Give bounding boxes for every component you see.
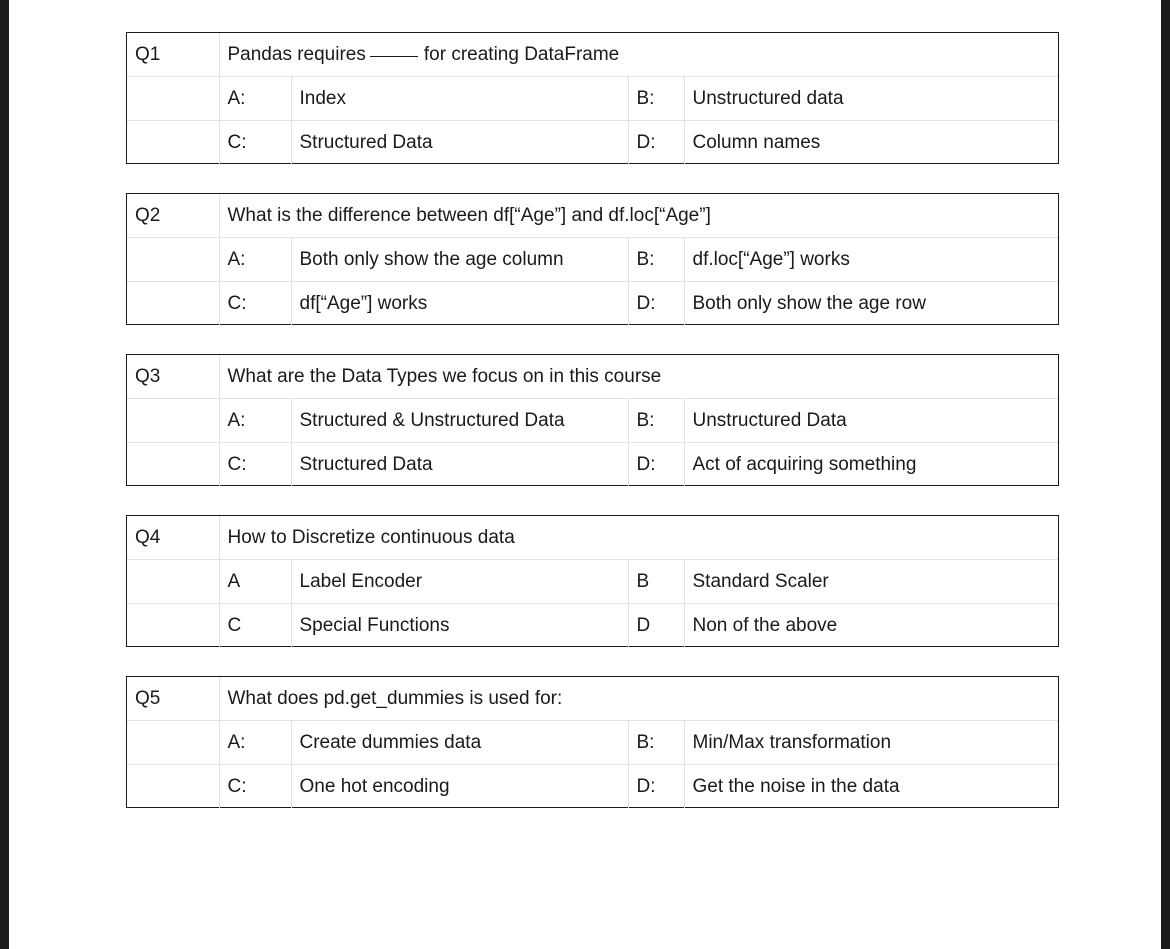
option-text-b: Min/Max transformation <box>684 721 1058 765</box>
empty-cell <box>127 721 219 765</box>
empty-cell <box>127 443 219 487</box>
option-text-a: Both only show the age column <box>291 238 628 282</box>
question-text <box>219 33 1058 77</box>
option-letter-d: D: <box>628 765 684 809</box>
question-number: Q5 <box>127 677 219 721</box>
option-text-d: Column names <box>684 121 1058 165</box>
question-number: Q4 <box>127 516 219 560</box>
empty-cell <box>127 765 219 809</box>
option-text-d: Get the noise in the data <box>684 765 1058 809</box>
question-text-after: for creating DataFrame <box>423 43 620 65</box>
question-text: What is the difference between df[“Age”] and df.loc[“Age”] <box>219 194 1058 238</box>
option-letter-d: D: <box>628 282 684 326</box>
option-text-b: Standard Scaler <box>684 560 1058 604</box>
answer-blank <box>370 56 418 57</box>
option-letter-b: B: <box>628 238 684 282</box>
option-letter-b: B: <box>628 399 684 443</box>
option-letter-c: C: <box>219 443 291 487</box>
question-text: What are the Data Types we focus on in this course <box>219 355 1058 399</box>
option-text-b: Unstructured Data <box>684 399 1058 443</box>
option-letter-b: B: <box>628 721 684 765</box>
option-text-c: One hot encoding <box>291 765 628 809</box>
option-letter-a: A: <box>219 238 291 282</box>
empty-cell <box>127 604 219 648</box>
question-number: Q3 <box>127 355 219 399</box>
question-table <box>127 516 1058 647</box>
question-table <box>127 355 1058 486</box>
question-block-q2 <box>126 193 1059 325</box>
question-text-before: Pandas requires <box>227 43 366 65</box>
option-letter-b: B <box>628 560 684 604</box>
option-letter-b: B: <box>628 77 684 121</box>
option-letter-c: C: <box>219 121 291 165</box>
option-text-c: Structured Data <box>291 443 628 487</box>
empty-cell <box>127 560 219 604</box>
option-letter-c: C: <box>219 765 291 809</box>
option-text-d: Act of acquiring something <box>684 443 1058 487</box>
question-block-q1 <box>126 32 1059 164</box>
option-text-b: Unstructured data <box>684 77 1058 121</box>
question-table <box>127 33 1058 164</box>
option-text-d: Non of the above <box>684 604 1058 648</box>
document-page <box>9 0 1161 949</box>
option-letter-c: C <box>219 604 291 648</box>
option-text-c: df[“Age”] works <box>291 282 628 326</box>
option-letter-d: D: <box>628 443 684 487</box>
option-letter-a: A <box>219 560 291 604</box>
question-number: Q2 <box>127 194 219 238</box>
option-letter-a: A: <box>219 77 291 121</box>
question-block-q4 <box>126 515 1059 647</box>
option-text-a: Label Encoder <box>291 560 628 604</box>
question-block-q5 <box>126 676 1059 808</box>
option-letter-d: D <box>628 604 684 648</box>
empty-cell <box>127 282 219 326</box>
question-block-q3 <box>126 354 1059 486</box>
option-letter-a: A: <box>219 399 291 443</box>
question-text: How to Discretize continuous data <box>219 516 1058 560</box>
option-text-a: Structured & Unstructured Data <box>291 399 628 443</box>
option-text-a: Index <box>291 77 628 121</box>
option-letter-c: C: <box>219 282 291 326</box>
question-text: What does pd.get_dummies is used for: <box>219 677 1058 721</box>
empty-cell <box>127 77 219 121</box>
option-letter-d: D: <box>628 121 684 165</box>
empty-cell <box>127 238 219 282</box>
option-text-c: Special Functions <box>291 604 628 648</box>
option-text-c: Structured Data <box>291 121 628 165</box>
option-text-b: df.loc[“Age”] works <box>684 238 1058 282</box>
option-text-a: Create dummies data <box>291 721 628 765</box>
empty-cell <box>127 121 219 165</box>
empty-cell <box>127 399 219 443</box>
option-text-d: Both only show the age row <box>684 282 1058 326</box>
question-table <box>127 677 1058 808</box>
question-table <box>127 194 1058 325</box>
option-letter-a: A: <box>219 721 291 765</box>
question-number: Q1 <box>127 33 219 77</box>
